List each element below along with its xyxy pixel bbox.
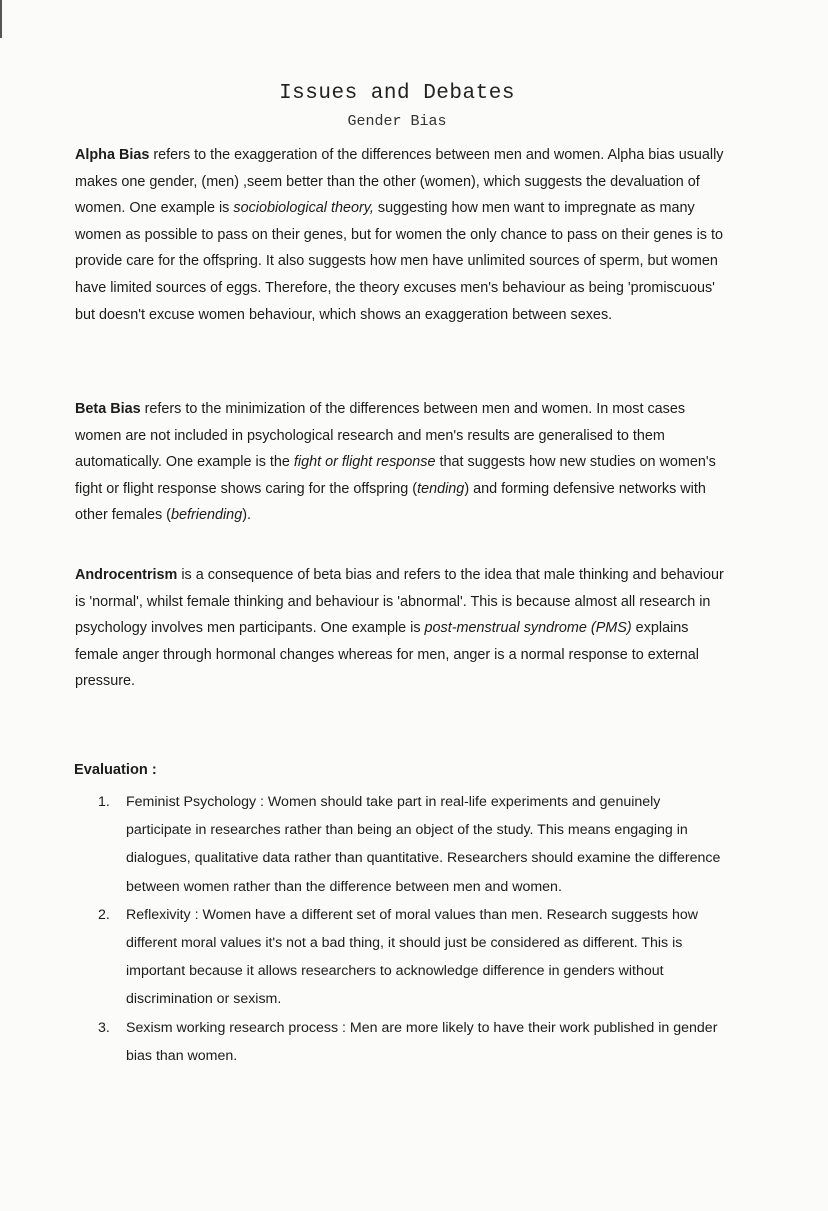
evaluation-heading: Evaluation : — [74, 762, 157, 778]
andro-text-2: explains female anger through hormonal changes whereas for men, anger is a normal response to external pressure. — [75, 620, 699, 690]
list-item — [98, 1014, 728, 1070]
paragraph-beta-bias — [75, 396, 735, 529]
term-alpha-bias: Alpha Bias — [75, 147, 150, 163]
scan-edge-mark — [0, 0, 2, 38]
list-item-number: 2. — [98, 906, 110, 923]
beta-italic-1: fight or flight response — [293, 454, 436, 471]
andro-italic-1: post-menstrual syndrome (PMS) — [424, 620, 632, 637]
beta-text-2: that suggests how new studies on women's fight or flight response shows caring for the offspring ( — [75, 454, 716, 497]
paragraph-alpha-bias — [75, 142, 735, 328]
list-item-number: 3. — [98, 1019, 110, 1036]
list-item-text: Reflexivity : Women have a different set of moral values than men. Research suggests how different moral values it's not a bad thing, it should just be considered as different. This is important because it allows researchers to acknowledge difference in genders without discrimination or sexism. — [126, 906, 698, 1008]
page-subtitle: Gender Bias — [347, 113, 447, 130]
list-item — [98, 788, 728, 901]
beta-text-1: refers to the minimization of the differences between men and women. In most cases women are not included in psychological research and men's results are generalised to them automatically. One example is the — [75, 401, 686, 471]
paragraph-androcentrism — [75, 562, 735, 695]
list-item — [98, 901, 728, 1014]
beta-text-4: ). — [242, 507, 251, 524]
beta-text-3: ) and forming defensive networks with other females ( — [75, 480, 706, 524]
alpha-text-2: suggesting how men want to impregnate as many women as possible to pass on their genes, but for women the only chance to pass on their genes is to provide care for the offspring. It also suggests how men have unlimited sources of sperm, but women have limited sources of eggs. Therefore, the theory excuses men's behaviour as being 'promiscuous' but doesn't excuse women behaviour, which shows an exaggeration between sexes. — [75, 200, 723, 323]
page-title: Issues and Debates — [279, 82, 515, 105]
alpha-text-1: refers to the exaggeration of the differences between men and women. Alpha bias usually makes one gender, (men) ,seem better than the other (women), which suggests the devaluation of women. One example is — [75, 147, 724, 217]
list-item-text: Feminist Psychology : Women should take part in real-life experiments and genuinely participate in researches rather than being an object of the study. This means engaging in dialogues, qualitative data rather than quantitative. Researchers should examine the difference between women rather than the difference between men and women. — [126, 794, 721, 895]
list-item-number: 1. — [98, 794, 110, 810]
list-item-text: Sexism working research process : Men are more likely to have their work published in gender bias than women. — [126, 1019, 718, 1064]
evaluation-list — [98, 788, 728, 1070]
term-beta-bias: Beta Bias — [75, 401, 141, 417]
beta-italic-2: tending — [417, 480, 465, 497]
alpha-italic-1: sociobiological theory, — [233, 200, 374, 217]
term-androcentrism: Androcentrism — [75, 567, 178, 583]
andro-text-1: is a consequence of beta bias and refers to the idea that male thinking and behaviour is 'normal', whilst female thinking and behaviour is 'abnormal'. This is because almost all research in psychology involves men participants. One example is — [75, 567, 724, 637]
beta-italic-3: befriending — [170, 507, 243, 524]
